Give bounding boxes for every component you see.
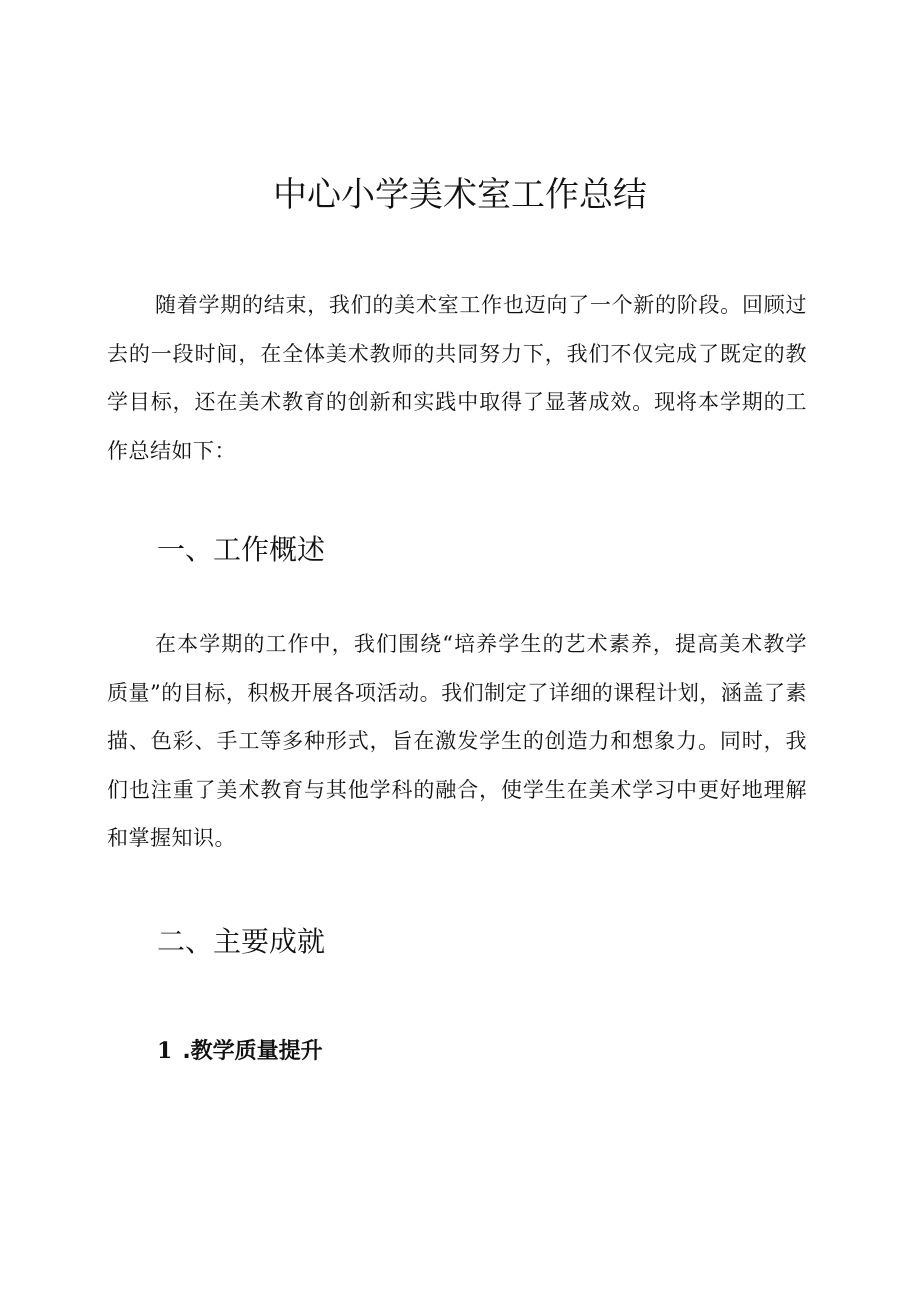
- section-heading-overview: 一、工作概述: [157, 533, 326, 566]
- subsection-title: .教学质量提升: [182, 1039, 323, 1064]
- section-heading-achievements: 二、主要成就: [157, 925, 326, 958]
- overview-paragraph: 在本学期的工作中，我们围绕“培养学生的艺术素养，提高美术教学质量”的目标，积极开展各项活动。我们制定了详细的课程计划，涵盖了素描、色彩、手工等多种形式，旨在激发学生的创造力和想象力。同时，我们也注重了美术教育与其他学科的融合，使学生在美术学习中更好地理解和掌握知识。: [107, 632, 807, 851]
- document-title: 中心小学美术室工作总结: [273, 175, 647, 215]
- subsection-number: 1: [157, 1038, 173, 1064]
- subsection-heading-teaching-quality: [157, 1034, 323, 1069]
- intro-paragraph: 随着学期的结束，我们的美术室工作也迈向了一个新的阶段。回顾过去的一段时间，在全体美术教师的共同努力下，我们不仅完成了既定的教学目标，还在美术教育的创新和实践中取得了显著成效。现将本学期的工作总结如下：: [107, 293, 807, 463]
